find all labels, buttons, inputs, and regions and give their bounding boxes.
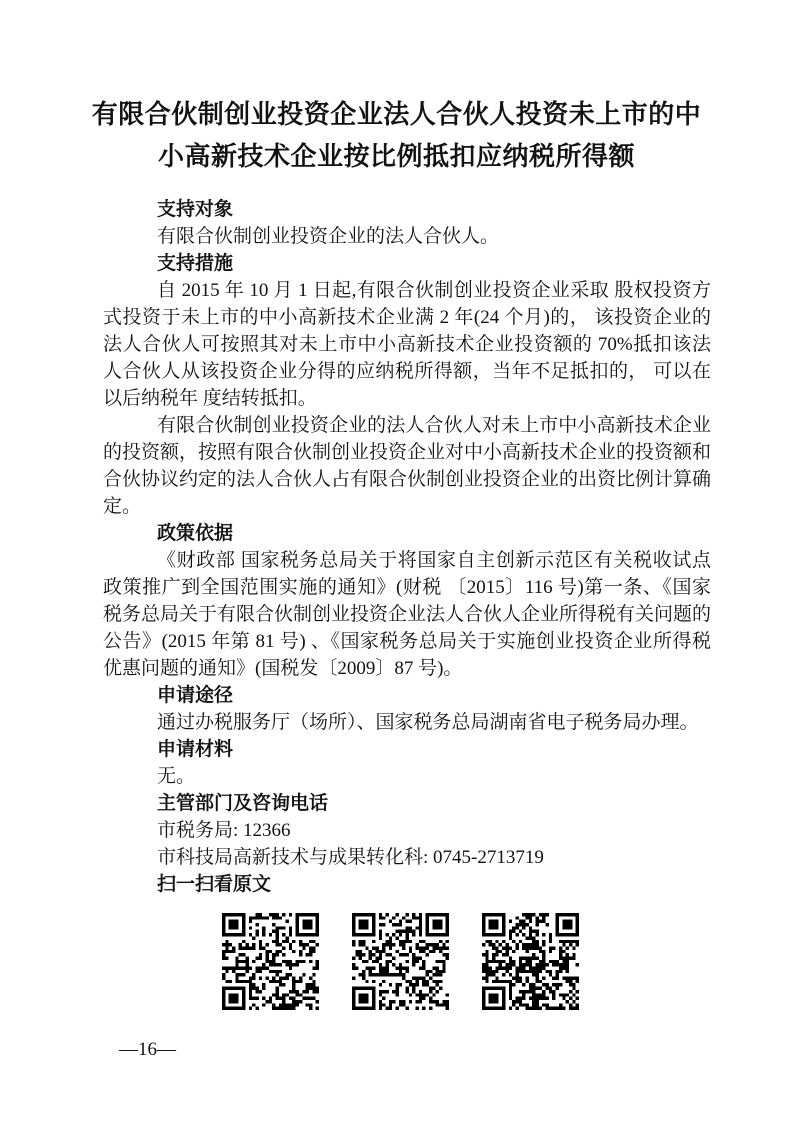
section-heading-support-target: 支持对象 <box>157 199 234 220</box>
section-heading-department-contacts: 主管部门及咨询电话 <box>157 793 329 814</box>
page-number: —16— <box>119 1039 176 1060</box>
document-title-line-2: 小高新技术企业按比例抵扣应纳税所得额 <box>157 142 635 171</box>
section-heading-application-materials: 申请材料 <box>157 739 234 760</box>
section-heading-support-measures: 支持措施 <box>157 253 234 274</box>
qr-code-row <box>103 913 711 1010</box>
qr-code-2 <box>352 913 449 1010</box>
section-heading-application-channel: 申请途径 <box>157 685 234 706</box>
document-body <box>103 196 711 1010</box>
application-channel-text: 通过办税服务厅（场所）、国家税务总局湖南省电子税务局办理。 <box>157 712 699 733</box>
support-measures-paragraph-2: 有限合伙制创业投资企业的法人合伙人对未上市中小高新技术企业的投资额，按照有限合伙制创业投资企业对中小高新技术企业的投资额和合伙协议约定的法人合伙人占有限合伙制创业投资企业的出资比例计算确定。 <box>103 415 712 517</box>
contact-science-bureau: 市科技局高新技术与成果转化科: 0745-2713719 <box>157 847 544 868</box>
application-materials-text: 无。 <box>157 766 196 787</box>
document-title-line-1: 有限合伙制创业投资企业法人合伙人投资未上市的中 <box>91 100 702 129</box>
section-heading-scan-qr: 扫一扫看原文 <box>157 874 272 895</box>
section-heading-policy-basis: 政策依据 <box>157 523 234 544</box>
policy-basis-paragraph: 《财政部 国家税务总局关于将国家自主创新示范区有关税收试点政策推广到全国范围实施的通知》(财税 〔2015〕116 号)第一条、《国家税务总局关于有限合伙制创业投资企业法人合伙人企业所得税有关问题的公告》(2015 年第 81 号) 、《国家税务总局关于实施创业投资企业所得税优惠问题的通知》(国税发〔2009〕87 号)。 <box>103 550 712 679</box>
contact-tax-bureau: 市税务局: 12366 <box>157 820 291 841</box>
support-measures-paragraph-1: 自 2015 年 10 月 1 日起,有限合伙制创业投资企业采取 股权投资方式投资于未上市的中小高新技术企业满 2 年(24 个月)的， 该投资企业的法人合伙人可按照其对未上市中小高新技术企业投资额的 70%抵扣该法人合伙人从该投资企业分得的应纳税所得额，当年不足抵扣的， 可以在以后纳税年 度结转抵扣。 <box>103 280 711 409</box>
qr-code-1 <box>222 913 319 1010</box>
qr-code-3 <box>482 913 579 1010</box>
document-title <box>60 94 733 178</box>
support-target-text: 有限合伙制创业投资企业的法人合伙人。 <box>157 226 500 247</box>
